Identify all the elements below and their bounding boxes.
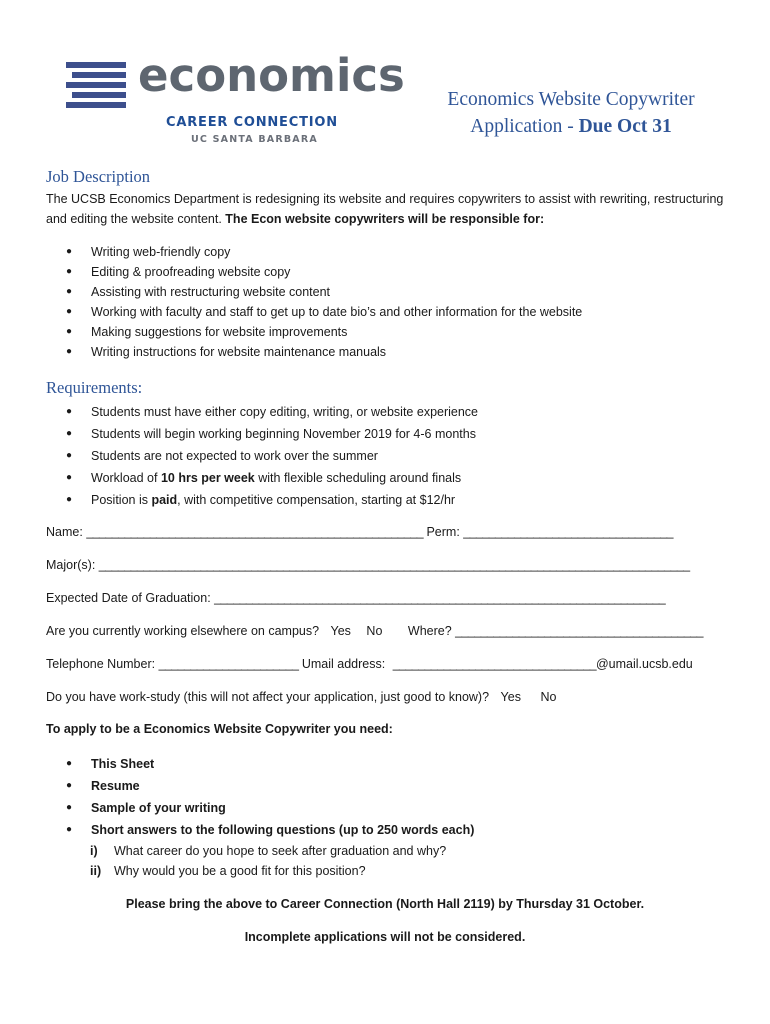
name-label: Name:: [46, 525, 83, 539]
campus-question: Are you currently working elsewhere on campus?: [46, 624, 320, 638]
question-1-key: i): [90, 844, 98, 858]
question-1: [90, 841, 446, 861]
list-item: ● Working with faculty and staff to get up to date bio’s and other information for the website: [66, 302, 582, 322]
logo-wordmark: economics: [138, 49, 405, 102]
perm-field[interactable]: _________________________________: [463, 525, 673, 539]
campus-yes-option[interactable]: Yes: [330, 624, 351, 638]
list-item: ● This Sheet: [66, 753, 474, 775]
where-label: Where?: [407, 624, 452, 638]
list-item: ● Students must have either copy editing, writing, or website experience: [66, 401, 478, 423]
email-label: Umail address:: [301, 657, 386, 671]
title-line-2: [410, 113, 732, 140]
work-study-row: [46, 690, 736, 704]
submission-instructions: Please bring the above to Career Connection (North Hall 2119) by Thursday 31 October.: [125, 897, 645, 911]
title-prefix: Application -: [470, 116, 579, 137]
graduation-label: Expected Date of Graduation:: [46, 591, 211, 605]
logo-university: UC SANTA BARBARA: [191, 134, 318, 145]
list-item: ● Assisting with restructuring website content: [66, 282, 582, 302]
req-bold: 10 hrs per week: [160, 471, 255, 485]
req-bold: paid: [151, 493, 178, 507]
requirements-heading: Requirements:: [46, 378, 143, 397]
list-item: ● Sample of your writing: [66, 797, 474, 819]
list-item: ● Writing web-friendly copy: [66, 242, 582, 262]
graduation-row: [46, 591, 736, 605]
campus-work-row: [46, 624, 736, 638]
question-2-key: ii): [90, 864, 102, 878]
job-intro: [46, 189, 736, 229]
career-connection-logo: [66, 49, 405, 148]
question-2: [90, 861, 366, 881]
due-date: Due Oct 31: [578, 116, 672, 137]
name-field[interactable]: _____________________________________________________: [86, 525, 423, 539]
list-item: [66, 467, 478, 489]
list-item: ● Editing & proofreading website copy: [66, 262, 582, 282]
list-item: ● Writing instructions for website maintenance manuals: [66, 342, 582, 362]
name-row: [46, 525, 736, 539]
major-field[interactable]: _____________________________________________________________________________________________: [98, 558, 690, 572]
job-description-heading: Job Description: [46, 167, 151, 186]
job-intro-text: The UCSB Economics Department is redesigning its website and requires copywriters to assist with rewriting, restructuring and editing the website content.: [46, 192, 724, 226]
stacked-bars-logo-icon: [66, 62, 128, 110]
email-suffix: @umail.ucsb.edu: [595, 657, 693, 671]
incomplete-notice: Incomplete applications will not be considered.: [244, 930, 526, 944]
phone-field[interactable]: ______________________: [158, 657, 299, 671]
job-duties-list: [66, 242, 582, 362]
list-item: ● Students are not expected to work over the summer: [66, 445, 478, 467]
apply-items-list: [66, 753, 474, 841]
work-study-yes-option[interactable]: Yes: [500, 690, 521, 704]
req-text: , with competitive compensation, starting at $12/hr: [177, 493, 456, 507]
question-2-text: Why would you be a good fit for this position?: [114, 864, 366, 878]
email-field[interactable]: ________________________________: [392, 657, 596, 671]
work-study-no-option[interactable]: No: [540, 690, 557, 704]
list-item: ● Resume: [66, 775, 474, 797]
req-text: with flexible scheduling around finals: [254, 471, 462, 485]
job-intro-bold: The Econ website copywriters will be responsible for:: [225, 212, 545, 226]
where-field[interactable]: _______________________________________: [455, 624, 703, 638]
list-item: [66, 489, 478, 511]
list-item: ● Making suggestions for website improvements: [66, 322, 582, 342]
graduation-field[interactable]: _______________________________________________________________________: [214, 591, 666, 605]
list-item: ● Students will begin working beginning November 2019 for 4-6 months: [66, 423, 478, 445]
logo-subtitle: CAREER CONNECTION: [166, 115, 338, 130]
campus-no-option[interactable]: No: [366, 624, 383, 638]
req-text: Position is: [91, 493, 152, 507]
major-label: Major(s):: [46, 558, 96, 572]
list-item: ● Short answers to the following questions (up to 250 words each): [66, 819, 474, 841]
question-1-text: What career do you hope to seek after graduation and why?: [114, 844, 447, 858]
req-text: Workload of: [91, 471, 161, 485]
work-study-question: Do you have work-study (this will not affect your application, just good to know)?: [46, 690, 490, 704]
requirements-list: [66, 401, 478, 511]
phone-label: Telephone Number:: [46, 657, 156, 671]
major-row: [46, 558, 736, 572]
title-line-1: Economics Website Copywriter: [447, 89, 695, 110]
apply-heading: To apply to be a Economics Website Copywriter you need:: [46, 722, 393, 736]
page-title: [410, 86, 732, 140]
perm-label: Perm:: [426, 525, 460, 539]
contact-row: [46, 657, 736, 671]
